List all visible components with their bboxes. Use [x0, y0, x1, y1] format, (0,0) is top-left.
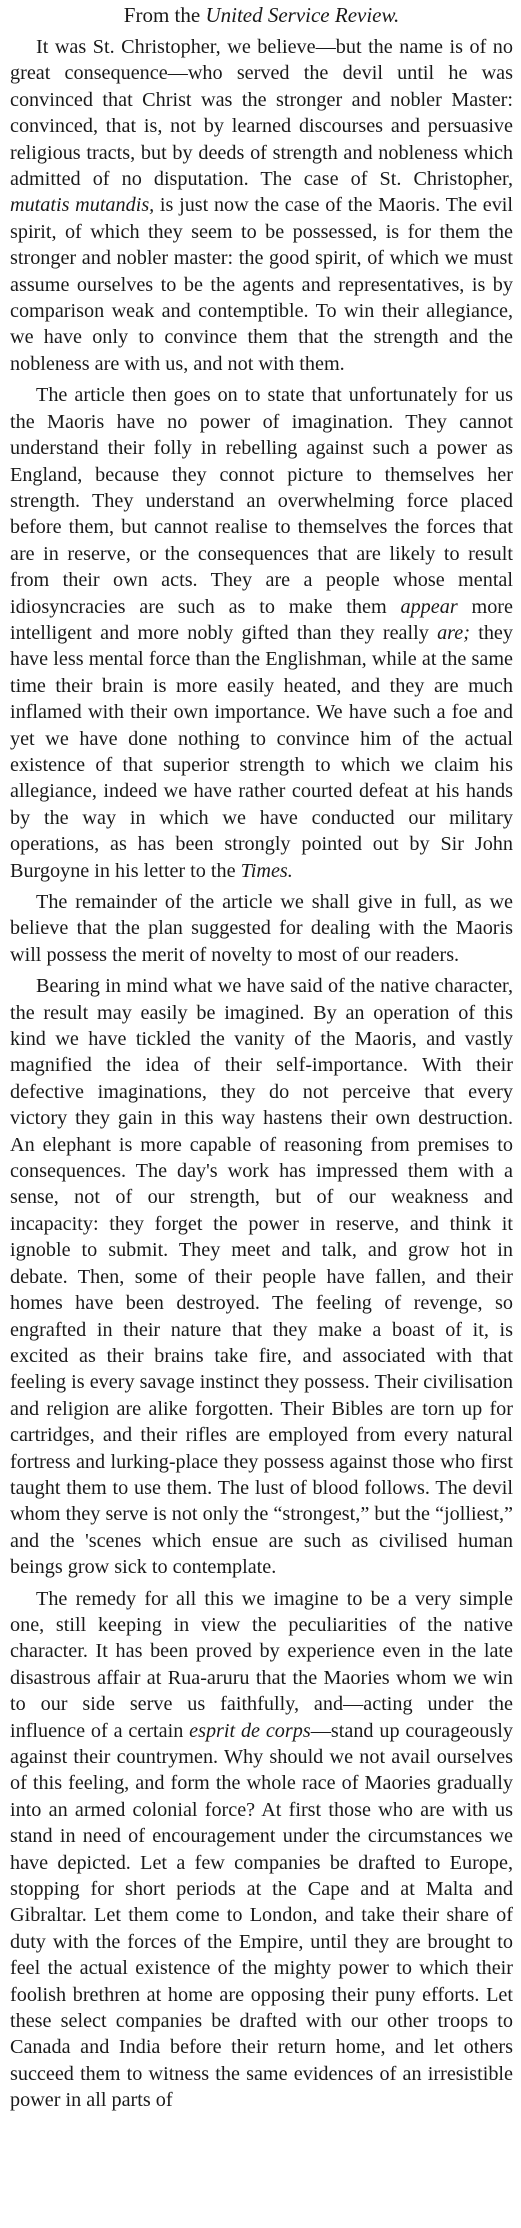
paragraph-text: The remainder of the article we shall give in full, as we believe that the plan suggested for dealing with the Maoris will possess the merit of novelty to most of our readers. — [10, 891, 513, 966]
article-paragraph — [10, 889, 513, 968]
paragraph-text: The remedy for all this we imagine to be a very simple one, still keeping in view the peculiarities of the native character. It has been proved by experience even in the late disastrous affair at Rua-aruru that the Maories whom we win to our side serve us faithfully, and—acting under the influence of a certain — [10, 1587, 513, 1742]
paragraph-text: Bearing in mind what we have said of the native character, the result may easily be imagined. By an operation of this kind we have tickled the vanity of the Maoris, and vastly magnified the idea of their self-importance. With their defective imaginations, they do not perceive that every victory they gain in this way hastens their own destruction. An elephant is more capable of reasoning from premises to consequences. The day's work has impressed them with a sense, not of our strength, but of our weakness and incapacity: they forget the power in reserve, and think it ignoble to submit. They meet and talk, and grow hot in debate. Then, some of their people have fallen, and their homes have been destroyed. The feeling of revenge, so engrafted in their nature that they make a boast of it, is excited as their brains take fire, and associated with that feeling is every savage instinct they possess. Their civilisation and religion are alike forgotten. Their Bibles are torn up for cartridges, and their rifles are employed from every natural fortress and lurking-place they possess against those who first taught them to use them. The lust of blood follows. The devil whom they serve is not only the “strongest,” but the “jolliest,” and the 'scenes which ensue are such as civilised human beings grow sick to contemplate. — [10, 975, 513, 1579]
publication-name: United Service Review. — [205, 3, 400, 27]
heading-prefix: From the — [123, 3, 206, 27]
paragraph-text: they have less mental force than the Englishman, while at the same time their brain is more easily heated, and they are much inflamed with their own importance. We have such a foe and yet we have done nothing to convince him of the actual existence of that superior strength to which we claim his allegiance, indeed we have rather courted defeat at his hands by the way in which we have conducted our military operations, as has been strongly pointed out by Sir John Burgoyne in his letter to the — [10, 621, 513, 882]
italic-phrase: mutatis mutandis, — [10, 194, 155, 217]
article-heading — [10, 2, 513, 28]
paragraph-text: is just now the case of the Maoris. The evil spirit, of which they seem to be possessed, is for them the stronger and nobler master: the good spirit, of which we must assume ourselves to be the agents and representatives, is by comparison weak and contemptible. To win their allegiance, we have only to convince them that the strength and the nobleness are with us, and not with them. — [10, 194, 514, 375]
article-paragraph — [10, 1586, 513, 2114]
paragraph-text: The article then goes on to state that unfortunately for us the Maoris have no power of imagination. They cannot understand their folly in rebelling against such a power as England, because they connot picture to themselves her strength. They understand an overwhelming force placed before them, but cannot realise to themselves the forces that are in reserve, or the consequences that are likely to result from their own acts. They are a people whose mental idiosyncracies are such as to make them — [10, 384, 513, 618]
article-paragraph — [10, 34, 513, 377]
article-paragraph — [10, 382, 513, 884]
paragraph-text: more intelligent and more nobly gifted than they really — [10, 595, 513, 644]
article-body — [10, 34, 513, 2114]
article-paragraph — [10, 973, 513, 1580]
paragraph-text: It was St. Christopher, we believe—but the name is of no great consequence—who served the devil until he was convinced that Christ was the stronger and nobler Master: convinced, that is, not by learned discourses and persuasive religious tracts, but by deeds of strength and nobleness which admitted of no disputation. The case of St. Christopher, — [10, 36, 513, 191]
italic-phrase: are; — [437, 621, 470, 644]
italic-phrase: appear — [400, 595, 458, 618]
italic-phrase: Times. — [240, 859, 293, 882]
italic-phrase: esprit de corps — [189, 1719, 311, 1742]
paragraph-text: —stand up courageously against their countrymen. Why should we not avail ourselves of this feeling, and form the whole race of Maories gradually into an armed colonial force? At first those who are with us stand in need of encouragement under the circumstances we have depicted. Let a few companies be drafted to Europe, stopping for short periods at the Cape and at Malta and Gibraltar. Let them come to London, and take their share of duty with the forces of the Empire, until they are brought to feel the actual existence of the mighty power to which their foolish brethren at home are opposing their puny efforts. Let these select companies be drafted with our other troops to Canada and India before their return home, and let others succeed them to witness the same evidences of an irresistible power in all parts of — [10, 1719, 514, 2112]
